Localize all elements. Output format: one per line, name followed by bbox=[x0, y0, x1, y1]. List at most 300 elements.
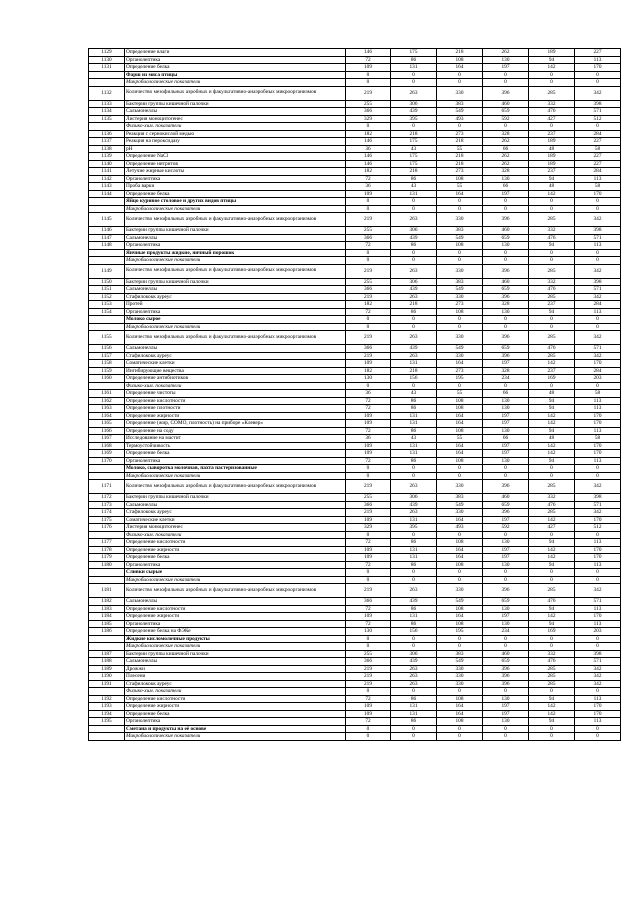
value-cell: 0 bbox=[483, 569, 529, 577]
value-cell: 396 bbox=[483, 680, 529, 688]
row-number: 1165 bbox=[89, 420, 125, 428]
value-cell: 175 bbox=[391, 138, 437, 146]
section-row bbox=[89, 198, 621, 206]
value-cell: 113 bbox=[575, 605, 621, 613]
value-cell: 237 bbox=[529, 367, 575, 375]
value-cell: 0 bbox=[575, 123, 621, 131]
value-cell: 130 bbox=[483, 397, 529, 405]
table-row bbox=[89, 145, 621, 153]
value-cell: 439 bbox=[391, 501, 437, 509]
row-number bbox=[89, 382, 125, 390]
value-cell: 0 bbox=[437, 725, 483, 733]
value-cell: 0 bbox=[437, 531, 483, 539]
row-number: 1163 bbox=[89, 405, 125, 413]
value-cell: 306 bbox=[391, 278, 437, 286]
value-cell: 156 bbox=[391, 628, 437, 636]
row-number: 1195 bbox=[89, 718, 125, 726]
value-cell: 164 bbox=[437, 546, 483, 554]
value-cell: 0 bbox=[346, 123, 391, 131]
value-cell: 43 bbox=[391, 183, 437, 191]
value-cell: 427 bbox=[529, 524, 575, 532]
value-cell: 0 bbox=[529, 205, 575, 213]
subsection-row bbox=[89, 79, 621, 87]
row-name: Органолептика bbox=[125, 561, 346, 569]
value-cell: 476 bbox=[529, 345, 575, 353]
value-cell: 94 bbox=[529, 605, 575, 613]
value-cell: 0 bbox=[575, 733, 621, 741]
value-cell: 94 bbox=[529, 397, 575, 405]
value-cell: 571 bbox=[575, 108, 621, 116]
value-cell: 130 bbox=[346, 628, 391, 636]
value-cell: 263 bbox=[391, 264, 437, 278]
value-cell: 476 bbox=[529, 108, 575, 116]
row-number: 1166 bbox=[89, 427, 125, 435]
value-cell: 549 bbox=[437, 286, 483, 294]
row-name: Определение NaCl bbox=[125, 153, 346, 161]
value-cell: 0 bbox=[529, 382, 575, 390]
value-cell: 0 bbox=[437, 382, 483, 390]
value-cell: 72 bbox=[346, 561, 391, 569]
value-cell: 219 bbox=[346, 86, 391, 100]
value-cell: 284 bbox=[575, 130, 621, 138]
table-row bbox=[89, 420, 621, 428]
value-cell: 234 bbox=[483, 628, 529, 636]
value-cell: 108 bbox=[437, 457, 483, 465]
value-cell: 94 bbox=[529, 561, 575, 569]
row-name: Микробиологические показатели bbox=[125, 733, 346, 741]
value-cell: 164 bbox=[437, 703, 483, 711]
value-cell: 659 bbox=[483, 658, 529, 666]
value-cell: 113 bbox=[575, 620, 621, 628]
value-cell: 175 bbox=[391, 49, 437, 57]
value-cell: 43 bbox=[391, 435, 437, 443]
value-cell: 72 bbox=[346, 620, 391, 628]
value-cell: 0 bbox=[529, 198, 575, 206]
value-cell: 130 bbox=[483, 427, 529, 435]
value-cell: 131 bbox=[391, 412, 437, 420]
row-name: Соматические клетки bbox=[125, 516, 346, 524]
row-number: 1174 bbox=[89, 509, 125, 517]
value-cell: 72 bbox=[346, 605, 391, 613]
value-cell: 169 bbox=[529, 628, 575, 636]
subsection-row bbox=[89, 382, 621, 390]
row-name: Количество мезофильных аэробных и факультативно-анаэробных микроорганизмов bbox=[125, 480, 346, 494]
value-cell: 0 bbox=[437, 123, 483, 131]
value-cell: 460 bbox=[483, 100, 529, 108]
value-cell: 94 bbox=[529, 718, 575, 726]
row-number: 1129 bbox=[89, 49, 125, 57]
row-name: Микробиологические показатели bbox=[125, 576, 346, 584]
row-number: 1133 bbox=[89, 100, 125, 108]
value-cell: 130 bbox=[483, 561, 529, 569]
table-row bbox=[89, 427, 621, 435]
row-number: 1190 bbox=[89, 673, 125, 681]
value-cell: 0 bbox=[391, 643, 437, 651]
row-name: Определение белка bbox=[125, 64, 346, 72]
value-cell: 398 bbox=[575, 227, 621, 235]
row-number: 1182 bbox=[89, 598, 125, 606]
value-cell: 439 bbox=[391, 658, 437, 666]
value-cell: 0 bbox=[575, 198, 621, 206]
subsection-row bbox=[89, 205, 621, 213]
value-cell: 0 bbox=[483, 249, 529, 257]
value-cell: 94 bbox=[529, 695, 575, 703]
value-cell: 571 bbox=[575, 286, 621, 294]
value-cell: 170 bbox=[575, 442, 621, 450]
value-cell: 109 bbox=[346, 412, 391, 420]
row-name: Определение белка bbox=[125, 554, 346, 562]
value-cell: 0 bbox=[575, 643, 621, 651]
value-cell: 332 bbox=[529, 278, 575, 286]
table-row bbox=[89, 554, 621, 562]
value-cell: 0 bbox=[391, 733, 437, 741]
table-row bbox=[89, 138, 621, 146]
value-cell: 218 bbox=[391, 367, 437, 375]
value-cell: 0 bbox=[437, 79, 483, 87]
value-cell: 262 bbox=[483, 138, 529, 146]
row-name: Дрожжи bbox=[125, 665, 346, 673]
value-cell: 512 bbox=[575, 115, 621, 123]
value-cell: 285 bbox=[529, 293, 575, 301]
value-cell: 94 bbox=[529, 620, 575, 628]
row-name: Исследование на мастит bbox=[125, 435, 346, 443]
value-cell: 0 bbox=[391, 205, 437, 213]
value-cell: 285 bbox=[529, 509, 575, 517]
value-cell: 142 bbox=[529, 613, 575, 621]
value-cell: 0 bbox=[391, 249, 437, 257]
value-cell: 218 bbox=[437, 49, 483, 57]
row-number: 1189 bbox=[89, 665, 125, 673]
value-cell: 86 bbox=[391, 605, 437, 613]
value-cell: 0 bbox=[437, 249, 483, 257]
row-number bbox=[89, 316, 125, 324]
section-row bbox=[89, 249, 621, 257]
row-name: Органолептика bbox=[125, 620, 346, 628]
value-cell: 108 bbox=[437, 56, 483, 64]
row-name: Органолептика bbox=[125, 457, 346, 465]
table-row bbox=[89, 628, 621, 636]
value-cell: 0 bbox=[437, 323, 483, 331]
value-cell: 86 bbox=[391, 427, 437, 435]
value-cell: 113 bbox=[575, 457, 621, 465]
value-cell: 0 bbox=[391, 688, 437, 696]
value-cell: 396 bbox=[483, 584, 529, 598]
value-cell: 396 bbox=[483, 480, 529, 494]
table-row bbox=[89, 108, 621, 116]
value-cell: 58 bbox=[575, 183, 621, 191]
row-number: 1183 bbox=[89, 605, 125, 613]
table-row bbox=[89, 442, 621, 450]
value-cell: 94 bbox=[529, 308, 575, 316]
value-cell: 439 bbox=[391, 108, 437, 116]
row-name: Органолептика bbox=[125, 175, 346, 183]
value-cell: 109 bbox=[346, 360, 391, 368]
value-cell: 43 bbox=[391, 390, 437, 398]
value-cell: 439 bbox=[391, 286, 437, 294]
value-cell: 262 bbox=[483, 160, 529, 168]
value-cell: 0 bbox=[529, 569, 575, 577]
value-cell: 142 bbox=[529, 554, 575, 562]
row-name: Сальмонеллы bbox=[125, 658, 346, 666]
value-cell: 86 bbox=[391, 620, 437, 628]
value-cell: 197 bbox=[483, 360, 529, 368]
value-cell: 0 bbox=[483, 472, 529, 480]
value-cell: 113 bbox=[575, 695, 621, 703]
value-cell: 131 bbox=[391, 710, 437, 718]
row-name: Стафилококк ауреус bbox=[125, 352, 346, 360]
value-cell: 0 bbox=[483, 198, 529, 206]
value-cell: 0 bbox=[346, 643, 391, 651]
table-row bbox=[89, 405, 621, 413]
value-cell: 0 bbox=[346, 323, 391, 331]
value-cell: 383 bbox=[437, 278, 483, 286]
value-cell: 48 bbox=[529, 183, 575, 191]
value-cell: 342 bbox=[575, 584, 621, 598]
table-row bbox=[89, 390, 621, 398]
row-name: Определение влаги bbox=[125, 49, 346, 57]
row-name: Определение на соду bbox=[125, 427, 346, 435]
table-row bbox=[89, 49, 621, 57]
value-cell: 182 bbox=[346, 301, 391, 309]
value-cell: 164 bbox=[437, 710, 483, 718]
value-cell: 396 bbox=[483, 86, 529, 100]
value-cell: 130 bbox=[483, 539, 529, 547]
value-cell: 66 bbox=[483, 435, 529, 443]
value-cell: 0 bbox=[391, 382, 437, 390]
value-cell: 48 bbox=[529, 435, 575, 443]
value-cell: 94 bbox=[529, 427, 575, 435]
value-cell: 460 bbox=[483, 278, 529, 286]
price-table bbox=[88, 48, 621, 741]
value-cell: 108 bbox=[437, 561, 483, 569]
row-name: Сальмонеллы bbox=[125, 501, 346, 509]
table-row bbox=[89, 56, 621, 64]
value-cell: 342 bbox=[575, 264, 621, 278]
value-cell: 109 bbox=[346, 554, 391, 562]
value-cell: 0 bbox=[575, 569, 621, 577]
value-cell: 72 bbox=[346, 56, 391, 64]
value-cell: 130 bbox=[483, 620, 529, 628]
value-cell: 571 bbox=[575, 658, 621, 666]
value-cell: 146 bbox=[346, 138, 391, 146]
row-number: 1194 bbox=[89, 710, 125, 718]
value-cell: 398 bbox=[575, 650, 621, 658]
row-number: 1134 bbox=[89, 108, 125, 116]
value-cell: 0 bbox=[437, 198, 483, 206]
value-cell: 66 bbox=[483, 145, 529, 153]
value-cell: 396 bbox=[483, 352, 529, 360]
row-name: Стафилококк ауреус bbox=[125, 509, 346, 517]
row-number: 1186 bbox=[89, 628, 125, 636]
value-cell: 284 bbox=[575, 367, 621, 375]
row-number: 1176 bbox=[89, 524, 125, 532]
value-cell: 263 bbox=[391, 509, 437, 517]
row-name: Листерия моноцитогенес bbox=[125, 115, 346, 123]
row-number: 1153 bbox=[89, 301, 125, 309]
row-name: Определение кислотности bbox=[125, 695, 346, 703]
value-cell: 197 bbox=[483, 412, 529, 420]
value-cell: 131 bbox=[391, 554, 437, 562]
value-cell: 142 bbox=[529, 703, 575, 711]
value-cell: 571 bbox=[575, 501, 621, 509]
value-cell: 285 bbox=[529, 673, 575, 681]
table-row bbox=[89, 509, 621, 517]
value-cell: 94 bbox=[529, 242, 575, 250]
value-cell: 86 bbox=[391, 308, 437, 316]
value-cell: 36 bbox=[346, 390, 391, 398]
row-name: Определение жирности bbox=[125, 703, 346, 711]
value-cell: 306 bbox=[391, 494, 437, 502]
row-name: Реакция на пероксидазу bbox=[125, 138, 346, 146]
table-row bbox=[89, 301, 621, 309]
value-cell: 108 bbox=[437, 605, 483, 613]
value-cell: 72 bbox=[346, 175, 391, 183]
value-cell: 227 bbox=[575, 49, 621, 57]
value-cell: 86 bbox=[391, 56, 437, 64]
value-cell: 0 bbox=[391, 725, 437, 733]
table-row bbox=[89, 130, 621, 138]
row-number bbox=[89, 569, 125, 577]
value-cell: 263 bbox=[391, 86, 437, 100]
value-cell: 659 bbox=[483, 286, 529, 294]
value-cell: 130 bbox=[483, 242, 529, 250]
value-cell: 328 bbox=[483, 301, 529, 309]
value-cell: 142 bbox=[529, 360, 575, 368]
value-cell: 332 bbox=[529, 494, 575, 502]
table-row bbox=[89, 546, 621, 554]
value-cell: 396 bbox=[483, 293, 529, 301]
row-number bbox=[89, 123, 125, 131]
value-cell: 396 bbox=[483, 673, 529, 681]
value-cell: 219 bbox=[346, 673, 391, 681]
value-cell: 332 bbox=[529, 227, 575, 235]
table-row bbox=[89, 412, 621, 420]
value-cell: 342 bbox=[575, 480, 621, 494]
row-name: Сальмонеллы bbox=[125, 108, 346, 116]
value-cell: 146 bbox=[346, 49, 391, 57]
value-cell: 0 bbox=[391, 198, 437, 206]
value-cell: 108 bbox=[437, 175, 483, 183]
value-cell: 255 bbox=[346, 227, 391, 235]
value-cell: 164 bbox=[437, 420, 483, 428]
value-cell: 328 bbox=[483, 168, 529, 176]
row-name: Соматические клетки bbox=[125, 360, 346, 368]
table-row bbox=[89, 494, 621, 502]
value-cell: 164 bbox=[437, 450, 483, 458]
value-cell: 94 bbox=[529, 175, 575, 183]
row-name: Физико-хим. показатели bbox=[125, 688, 346, 696]
table-row bbox=[89, 242, 621, 250]
value-cell: 0 bbox=[346, 71, 391, 79]
row-name: Стафилококк ауреус bbox=[125, 680, 346, 688]
value-cell: 218 bbox=[391, 130, 437, 138]
value-cell: 285 bbox=[529, 264, 575, 278]
value-cell: 131 bbox=[391, 442, 437, 450]
value-cell: 342 bbox=[575, 213, 621, 227]
value-cell: 0 bbox=[346, 249, 391, 257]
value-cell: 86 bbox=[391, 695, 437, 703]
value-cell: 170 bbox=[575, 360, 621, 368]
row-number bbox=[89, 249, 125, 257]
value-cell: 130 bbox=[346, 375, 391, 383]
value-cell: 164 bbox=[437, 554, 483, 562]
value-cell: 113 bbox=[575, 561, 621, 569]
value-cell: 0 bbox=[575, 323, 621, 331]
row-name: pH bbox=[125, 145, 346, 153]
row-name: Протей bbox=[125, 301, 346, 309]
row-number: 1187 bbox=[89, 650, 125, 658]
value-cell: 285 bbox=[529, 480, 575, 494]
value-cell: 0 bbox=[529, 323, 575, 331]
value-cell: 218 bbox=[437, 160, 483, 168]
row-number: 1193 bbox=[89, 703, 125, 711]
value-cell: 330 bbox=[437, 509, 483, 517]
value-cell: 48 bbox=[529, 145, 575, 153]
row-name: Яичные продукты жидкие, яичный порошок bbox=[125, 249, 346, 257]
subsection-row bbox=[89, 257, 621, 265]
value-cell: 571 bbox=[575, 345, 621, 353]
value-cell: 197 bbox=[483, 613, 529, 621]
row-number: 1184 bbox=[89, 613, 125, 621]
value-cell: 142 bbox=[529, 442, 575, 450]
value-cell: 342 bbox=[575, 86, 621, 100]
table-row bbox=[89, 480, 621, 494]
row-number: 1149 bbox=[89, 264, 125, 278]
table-row bbox=[89, 367, 621, 375]
value-cell: 197 bbox=[483, 516, 529, 524]
value-cell: 195 bbox=[437, 628, 483, 636]
value-cell: 109 bbox=[346, 613, 391, 621]
value-cell: 72 bbox=[346, 427, 391, 435]
value-cell: 113 bbox=[575, 718, 621, 726]
value-cell: 72 bbox=[346, 718, 391, 726]
row-name: Листерия моноцитогенес bbox=[125, 524, 346, 532]
value-cell: 0 bbox=[391, 576, 437, 584]
value-cell: 219 bbox=[346, 509, 391, 517]
value-cell: 396 bbox=[483, 264, 529, 278]
section-row bbox=[89, 465, 621, 473]
row-number bbox=[89, 643, 125, 651]
row-name: Органолептика bbox=[125, 56, 346, 64]
row-name: Физико-хим. показатели bbox=[125, 531, 346, 539]
value-cell: 0 bbox=[346, 569, 391, 577]
row-number: 1179 bbox=[89, 554, 125, 562]
table-row bbox=[89, 360, 621, 368]
subsection-row bbox=[89, 323, 621, 331]
row-name: Бактерии группы кишечной палочки bbox=[125, 278, 346, 286]
value-cell: 395 bbox=[391, 524, 437, 532]
row-number: 1142 bbox=[89, 175, 125, 183]
value-cell: 0 bbox=[529, 725, 575, 733]
row-name: Микробиологические показатели bbox=[125, 205, 346, 213]
value-cell: 131 bbox=[391, 613, 437, 621]
value-cell: 329 bbox=[346, 115, 391, 123]
value-cell: 255 bbox=[346, 494, 391, 502]
value-cell: 58 bbox=[575, 435, 621, 443]
value-cell: 55 bbox=[437, 390, 483, 398]
row-name: Определение кислотности bbox=[125, 539, 346, 547]
value-cell: 549 bbox=[437, 501, 483, 509]
table-row bbox=[89, 710, 621, 718]
value-cell: 366 bbox=[346, 345, 391, 353]
table-row bbox=[89, 665, 621, 673]
row-number: 1139 bbox=[89, 153, 125, 161]
row-name: Микробиологические показатели bbox=[125, 472, 346, 480]
row-name: Количество мезофильных аэробных и факультативно-анаэробных микроорганизмов bbox=[125, 331, 346, 345]
value-cell: 72 bbox=[346, 695, 391, 703]
value-cell: 36 bbox=[346, 435, 391, 443]
table-row bbox=[89, 286, 621, 294]
